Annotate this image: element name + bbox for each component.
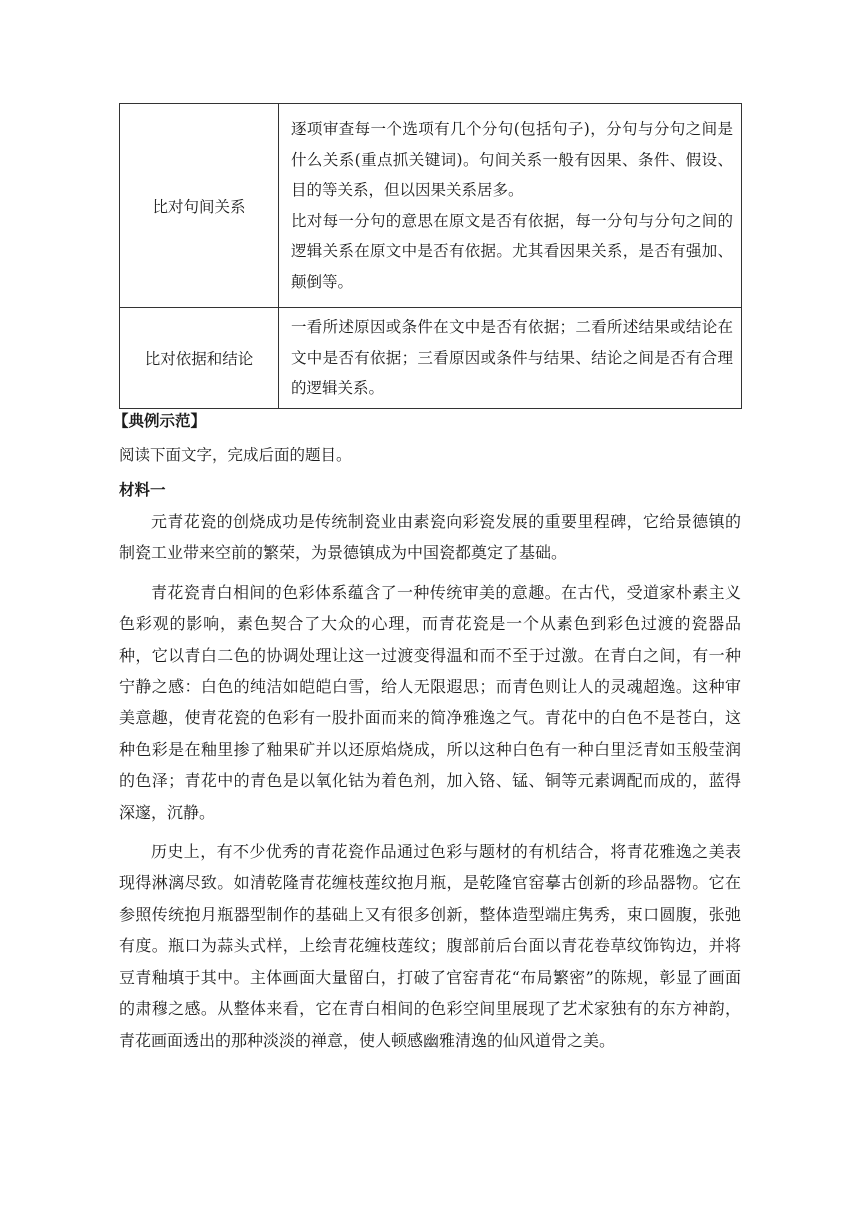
row-description bbox=[279, 104, 742, 308]
section-heading: 【典例示范】 bbox=[113, 412, 207, 430]
table-row bbox=[120, 104, 742, 308]
description-paragraph: 一看所述原因或条件在文中是否有依据；二看所述结果或结论在文中是否有依据；三看原因或条件与结果、结论之间是否有合理的逻辑关系。 bbox=[291, 318, 733, 398]
material-title: 材料一 bbox=[119, 481, 166, 499]
article-paragraph: 元青花瓷的创烧成功是传统制瓷业由素瓷向彩瓷发展的重要里程碑，它给景德镇的制瓷工业带来空前的繁荣，为景德镇成为中国瓷都奠定了基础。 bbox=[119, 512, 741, 563]
article-paragraph: 历史上，有不少优秀的青花瓷作品通过色彩与题材的有机结合，将青花雅逸之美表现得淋漓尽致。如清乾隆青花缠枝莲纹抱月瓶，是乾隆官窑摹古创新的珍品器物。它在参照传统抱月瓶器型制作的基础上又有很多创新，整体造型端庄隽秀，束口圆腹，张弛有度。瓶口为蒜头式样，上绘青花缠枝莲纹；腹部前后台面以青花卷草纹饰钩边，并将豆青釉填于其中。主体画面大量留白，打破了官窑青花“布局繁密”的陈规，彰显了画面的肃穆之感。从整体来看，它在青白相间的色彩空间里展现了艺术家独有的东方神韵，青花画面透出的那种淡淡的禅意，使人顿感幽雅清逸的仙风道骨之美。 bbox=[119, 842, 741, 1050]
table-row bbox=[120, 308, 742, 409]
description-paragraph: 逐项审查每一个选项有几个分句(包括句子)，分句与分句之间是什么关系(重点抓关键词)。句间关系一般有因果、条件、假设、目的等关系，但以因果关系居多。 bbox=[291, 120, 733, 199]
article-paragraph: 青花瓷青白相间的色彩体系蕴含了一种传统审美的意趣。在古代，受道家朴素主义色彩观的影响，素色契合了大众的心理，而青花瓷是一个从素色到彩色过渡的瓷器品种，它以青白二色的协调处理让这一过渡变得温和而不至于过激。在青白之间，有一种宁静之感：白色的纯洁如皑皑白雪，给人无限遐思；而青色则让人的灵魂超逸。这种审美意趣，使青花瓷的色彩有一股扑面而来的简净雅逸之气。青花中的白色不是苍白，这种色彩是在釉里掺了釉果矿并以还原焰烧成，所以这种白色有一种白里泛青如玉般莹润的色泽；青花中的青色是以氧化钴为着色剂，加入铬、锰、铜等元素调配而成的，蓝得深邃，沉静。 bbox=[119, 582, 741, 822]
row-label: 比对依据和结论 bbox=[120, 308, 279, 409]
description-paragraph: 比对每一分句的意思在原文是否有依据，每一分句与分句之间的逻辑关系在原文中是否有依据。尤其看因果关系，是否有强加、颠倒等。 bbox=[291, 211, 733, 291]
method-table bbox=[119, 103, 742, 409]
instruction-text: 阅读下面文字，完成后面的题目。 bbox=[119, 446, 352, 464]
row-description bbox=[279, 308, 742, 409]
article-body bbox=[119, 506, 741, 1064]
row-label: 比对句间关系 bbox=[120, 104, 279, 308]
